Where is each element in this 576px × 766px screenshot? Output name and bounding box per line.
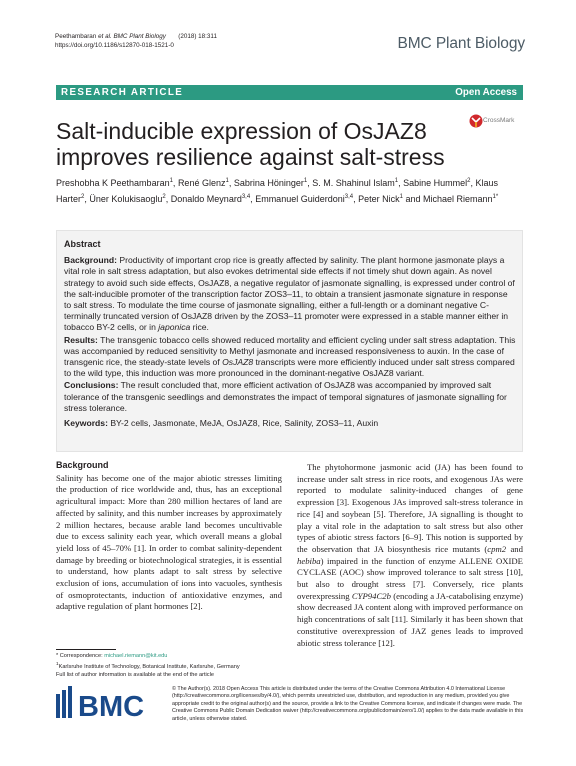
correspondence-email[interactable]: michael.riemann@kit.edu <box>104 653 168 659</box>
license-text: © The Author(s). 2018 Open Access This article is distributed under the terms of the Creative Commons Attribution 4.0 International License (http://creativecommons.org/licenses/by/4.0/), which permits unrestricted use, distribution, and reproduction in any medium, provided you give appropriate credit to the original author(s) and the source, provide a link to the Creative Commons license, and indicate if changes were made. The Creative Commons Public Domain Dedication waiver (http://creativecommons.org/publicdomain/zero/1.0/) applies to the data made available in this article, unless otherwise stated. <box>172 686 524 722</box>
author-list: Preshobha K Peethambaran$^1$, René Glenz$^1$, Sabrina Höninger$^1$, S. M. Shahinul Islam$^1$, Sabine Hummel$^2$, Klaus Harter$^2$, Üner Kolukisaoglu$^2$, Donaldo Meynard$^{3,4}$, Emmanuel Guiderdoni$^{3,4}$, Peter Nick$^1$ and Michael Riemann$^{1*}$ <box>56 178 499 204</box>
background-heading: Background <box>56 460 109 470</box>
author-name: Peter Nick$^1$ <box>358 194 403 204</box>
crossmark-icon <box>469 113 483 129</box>
bmc-logo-text: BMC <box>78 691 145 723</box>
citation-journal: et al. BMC Plant Biology <box>98 33 166 40</box>
abstract-box <box>56 230 523 452</box>
author-name: Sabine Hummel$^2$ <box>403 178 471 188</box>
author-name: Preshobha K Peethambaran$^1$ <box>56 178 173 188</box>
author-name: Klaus Harter$^2$ <box>56 178 499 204</box>
footnote-rule <box>56 649 116 650</box>
article-type-banner <box>56 85 523 100</box>
bmc-logo <box>56 684 156 724</box>
footnote: * Correspondence: michael.riemann@kit.edu $^1$Karlsruhe Institute of Technology, Botanical Institute, Karlsruhe, Germany Full list of author information is available at the end of the article <box>56 653 240 678</box>
crossmark-label: CrossMark <box>483 117 515 124</box>
author-name: Üner Kolukisaoglu$^2$ <box>89 194 166 204</box>
abstract-results: Results: The transgenic tobacco cells showed reduced mortality and efficient cycling under salt stress adaptation. This was accompanied by reduced sensitivity to Methyl jasmonate and increased responsiveness to auxin. In the case of transgenic rice, the steady-state levels of OsJAZ8 transcripts were more efficiently induced under salt stress compared to the wild type, this induction was more pronounced in the dominant-negative OsJAZ8 variant. <box>64 334 516 379</box>
body-paragraph: Salinity has become one of the major abiotic stresses limiting the production of rice worldwide and, thus, has an exceptional agricultural impact: More than 280 million hectares of land are affected by salinity, and this number increases by approximately 2 million hectares, because arable land becomes uncultivable due to excess salinity each year, which overall means a global yield loss of 45–70% [1]. In order to combat salinity-dependent damage by breeding or biotechnological strategies, it is essential to understand, how plants adapt to salt stress by selective exclusion of ions, accumulation of ions into vacuoles, synthesis of osmoprotectants, induction of antioxidative enzymes, and adaptive regulation of plant hormones [2]. <box>56 472 282 612</box>
abstract-background: Background: Productivity of important crop rice is greatly affected by salinity. The plant hormone jasmonate plays a vital role in salt stress adaptation, but also evokes detrimental side effects if not timely shut down again. As novel strategy to avoid such side effects, OsJAZ8, a negative regulator of jasmonate signalling, is expressed under control of the salt-inducible promoter of the transcription factor ZOS3–11, to obtain a transient jasmonate signature in response to salt stress. To modulate the time course of jasmonate signalling, either a full-length or a dominant negative C-terminally truncated version of OsJAZ8 driven by the ZOS3–11 promoter were expressed in a stable manner either in tobacco BY-2 cells, or in japonica rice. <box>64 255 515 333</box>
article-title: Salt-inducible expression of OsJAZ8 improves resilience against salt-stress <box>56 118 445 170</box>
body-column-right <box>297 462 523 649</box>
author-name: Emmanuel Guiderdoni$^{3,4}$ <box>255 194 354 204</box>
abstract-keywords: Keywords: BY-2 cells, Jasmonate, MeJA, OsJAZ8, Rice, Salinity, ZOS3–11, Auxin <box>64 418 379 429</box>
crossmark-badge[interactable] <box>469 110 529 132</box>
author-name: Michael Riemann$^{1*}$ <box>423 194 499 204</box>
author-name: René Glenz$^1$ <box>177 178 229 188</box>
article-type-label: RESEARCH ARTICLE <box>61 87 184 98</box>
body-paragraph: The phytohormone jasmonic acid (JA) has been found to increase under salt stress in rice roots, and exogenous JAs were reported to modulate salinity-induced changes of gene expression [3]. Exogenous JAs improved salt-stress tolerance in rice [4] and soybean [5]. Therefore, JA signalling is thought to play a vital role in the adaptation to salt stress but also other types of abiotic stress factors [6–9]. This notion is supported by the observation that JA biosynthesis rice mutants (cpm2 and hebiba) impaired in the function of enzyme ALLENE OXIDE CYCLASE (AOC) show improved tolerance to salt stress [10], but also to drought stress [7]. Conversely, rice plants overexpressing CYP94C2b (encoding a JA-catabolising enzyme) show decreased JA content along with improved performance on high concentrations of salt [11]. Similarly it has been shown that constitutive overexpression of JAZ genes leads to improved abiotic stress tolerance [12]. <box>297 462 524 648</box>
citation-year: (2018) 18:311 <box>178 33 217 40</box>
author-name: Sabrina Höninger$^1$ <box>233 178 308 188</box>
doi-link[interactable]: https://doi.org/10.1186/s12870-018-1521-0 <box>55 42 174 49</box>
journal-brand: BMC Plant Biology <box>397 35 525 52</box>
citation-authors: Peethambaran <box>55 33 99 40</box>
open-access-label: Open Access <box>455 87 517 98</box>
abstract-heading: Abstract <box>64 239 101 249</box>
body-column-left <box>56 460 282 613</box>
abstract-conclusions: Conclusions: The result concluded that, more efficient activation of OsJAZ8 was accompanied by improved salt tolerance of the transgenic seedlings and demonstrates the impact of temporal signatures of jasmonate signalling for stress tolerance. <box>64 380 507 413</box>
author-name: S. M. Shahinul Islam$^1$ <box>312 178 399 188</box>
citation-header <box>55 32 217 50</box>
author-name: Donaldo Meynard$^{3,4}$ <box>170 194 251 204</box>
